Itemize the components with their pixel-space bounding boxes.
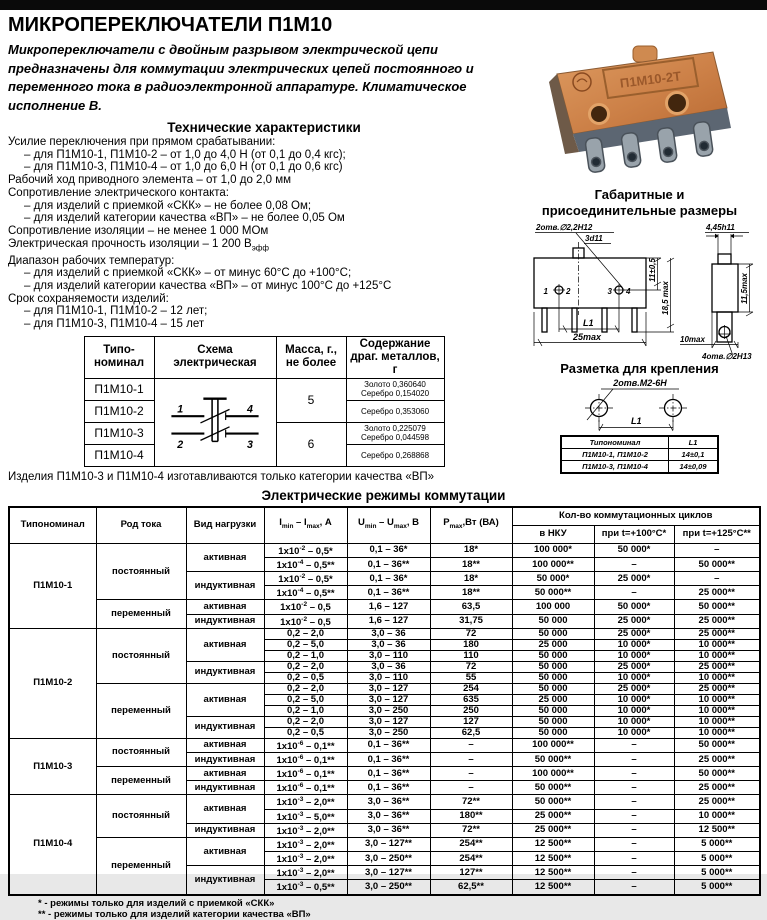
modes-cell: 25 000 <box>512 694 594 705</box>
modes-cell: 18* <box>430 543 512 557</box>
modes-cell: 25 000** <box>674 614 760 628</box>
modes-cell: 50 000** <box>512 586 594 600</box>
modes-cell: 25 000** <box>674 628 760 639</box>
modes-cell: 100 000* <box>512 543 594 557</box>
modes-cell: – <box>594 852 674 866</box>
modes-cell: переменный <box>96 683 186 738</box>
modes-cell: – <box>594 880 674 895</box>
modes-cell: 10 000* <box>594 727 674 738</box>
modes-cell: 25 000* <box>594 683 674 694</box>
modes-cell: $1х10^{-3} - 2,0**$ <box>264 852 347 866</box>
modes-header-row-1 <box>9 507 760 526</box>
modes-cell: 50 000* <box>594 600 674 614</box>
photo-marking: П1М10-2Т <box>618 68 682 91</box>
modes-cell: – <box>594 558 674 572</box>
modes-cell: $1х10^{-2} - 0,5*$ <box>264 572 347 586</box>
modes-cell: $1х10^{-2} - 0,5$ <box>264 600 347 614</box>
modes-cell: активная <box>186 837 264 865</box>
modes-cell: 3,0 – 127 <box>347 694 430 705</box>
modes-cell: 10 000* <box>594 705 674 716</box>
modes-cell: 50 000** <box>674 738 760 752</box>
dim-185max-label: 18,5 max <box>661 281 670 315</box>
modes-cell: 100 000** <box>512 558 594 572</box>
modes-cell: 25 000** <box>674 752 760 766</box>
modes-row <box>9 628 760 639</box>
dimensions-drawing <box>516 220 763 360</box>
l1-value-cell: 14±0,1 <box>669 449 719 461</box>
modes-cell: 50 000* <box>594 543 674 557</box>
modes-cell: 25 000** <box>674 795 760 809</box>
modes-cell: П1М10-3 <box>9 738 96 795</box>
modes-cell: 25 000** <box>674 683 760 694</box>
modes-cell: 3,0 – 110 <box>347 650 430 661</box>
tech-line: – для изделий с приемкой «СКК» – от минус 60°С до +100°С; <box>24 267 352 280</box>
modes-cell: 50 000 <box>512 650 594 661</box>
page-content <box>0 10 767 920</box>
modes-cell: 180 <box>430 639 512 650</box>
top-black-bar <box>0 0 767 10</box>
pin-4-label: 4 <box>626 287 631 296</box>
tech-line: – для П1М10-3, П1М10-4 – 15 лет <box>24 318 205 331</box>
header-tiponominal: Типономинал <box>9 507 96 544</box>
tech-line: – для изделий категории качества «ВП» – от минус 100°С до +125°С <box>24 280 392 293</box>
modes-cell: 3,0 – 250** <box>347 880 430 895</box>
footnotes <box>38 898 759 920</box>
modes-cell: 10 000** <box>674 694 760 705</box>
modes-cell: 10 000** <box>674 809 760 823</box>
modes-cell: 5 000** <box>674 852 760 866</box>
modes-cell: 0,1 – 36** <box>347 781 430 795</box>
modes-cell: 25 000** <box>674 586 760 600</box>
modes-cell: 3,0 – 127 <box>347 683 430 694</box>
modes-cell: 50 000* <box>512 572 594 586</box>
l1-row <box>561 461 718 474</box>
modes-row <box>9 738 760 752</box>
schema-pin-1: 1 <box>177 403 184 416</box>
tech-line: Срок сохраняемости изделий: <box>8 292 169 305</box>
modes-cell: 72 <box>430 661 512 672</box>
modes-cell: 50 000** <box>674 558 760 572</box>
modes-cell: 3,0 – 250** <box>347 852 430 866</box>
right-column <box>520 12 759 483</box>
modes-cell: 10 000* <box>594 650 674 661</box>
header-t100: при t=+100°С* <box>594 525 674 543</box>
l1-table <box>560 435 719 474</box>
modes-cell: активная <box>186 628 264 661</box>
modes-cell: индуктивная <box>186 752 264 766</box>
modes-cell: 63,5 <box>430 600 512 614</box>
modes-cell: 10 000** <box>674 716 760 727</box>
tech-line: Сопротивление электрического контакта: <box>8 186 229 199</box>
modes-cell: 12 500** <box>512 852 594 866</box>
modes-cell: 3,0 – 250 <box>347 705 430 716</box>
dim-holes4-label: 4отв.∅2H13 <box>702 352 752 361</box>
modes-cell: 254** <box>430 852 512 866</box>
modes-cell: 3,0 – 36 <box>347 628 430 639</box>
modes-cell: 0,1 – 36** <box>347 558 430 572</box>
modes-cell: 25 000** <box>512 809 594 823</box>
left-column <box>8 12 520 483</box>
modes-cell: $1х10^{-6} - 0,1**$ <box>264 767 347 781</box>
modes-cell: 10 000* <box>594 639 674 650</box>
header-current-range: $I_{min} - I_{max}$, А <box>264 507 347 544</box>
spec-row <box>84 378 444 400</box>
modes-cell: $1х10^{-3} - 2,0**$ <box>264 795 347 809</box>
modes-cell: – <box>594 767 674 781</box>
schema-pin-2: 2 <box>177 438 184 451</box>
modes-cell: – <box>594 866 674 880</box>
modes-cell: 62,5** <box>430 880 512 895</box>
modes-cell: 72** <box>430 795 512 809</box>
modes-cell: 12 500** <box>674 823 760 837</box>
dim-10max-label: 10max <box>680 335 705 344</box>
modes-cell: 50 000** <box>512 752 594 766</box>
modes-cell: переменный <box>96 837 186 894</box>
schema-pin-3: 3 <box>246 438 253 451</box>
tech-line: – для изделий с приемкой «СКК» – не более 0,08 Ом; <box>24 199 312 212</box>
modes-cell: – <box>594 738 674 752</box>
modes-cell: активная <box>186 738 264 752</box>
modes-cell: 127 <box>430 716 512 727</box>
spec-header-row <box>84 336 444 378</box>
spec-mass-cell: 6 <box>276 422 346 466</box>
modes-cell: – <box>674 572 760 586</box>
modes-cell: $1х10^{-6} - 0,1**$ <box>264 781 347 795</box>
modes-cell: 50 000 <box>512 705 594 716</box>
modes-cell: активная <box>186 767 264 781</box>
modes-cell: индуктивная <box>186 716 264 738</box>
dim-25max-label: 25max <box>573 332 602 342</box>
modes-cell: постоянный <box>96 543 186 600</box>
modes-cell: 25 000* <box>594 628 674 639</box>
l1-value-cell: 14±0,09 <box>669 461 719 474</box>
spec-type-cell: П1М10-2 <box>84 400 154 422</box>
modes-cell: – <box>594 837 674 851</box>
modes-cell: 0,1 – 36** <box>347 738 430 752</box>
modes-cell: 0,1 – 36** <box>347 586 430 600</box>
modes-cell: – <box>594 809 674 823</box>
modes-cell: – <box>594 781 674 795</box>
dim-l1-label: L1 <box>583 318 594 328</box>
footnote-line: * - режимы только для изделий с приемкой «СКК» <box>38 897 275 909</box>
mount-holes-label: 2отв.М2-6Н <box>612 378 667 388</box>
modes-cell: П1М10-1 <box>9 543 96 628</box>
header-cycles: Кол-во коммутационных циклов <box>512 507 760 526</box>
modes-cell: 3,0 – 127 <box>347 716 430 727</box>
metal-line: Серебро 0,154020 <box>360 389 430 399</box>
schematic-cell <box>154 378 276 466</box>
modes-row <box>9 543 760 557</box>
modes-cell: 18** <box>430 586 512 600</box>
modes-cell: 72** <box>430 823 512 837</box>
product-description: Микропереключатели с двойным разрывом электрической цепи предназначены для коммутации электрических цепей постоянного и переменного тока в радиоэлектронной аппаратуре. Климатическое исполнение В. <box>8 42 474 113</box>
modes-cell: 3,0 – 36 <box>347 661 430 672</box>
modes-row <box>9 600 760 614</box>
tech-heading: Технические характеристики <box>167 120 361 135</box>
modes-cell: 0,2 – 5,0 <box>264 639 347 650</box>
tech-line: Электрическая прочность изоляции – 1 200 $В_{эфф}$ <box>8 237 269 252</box>
modes-cell: активная <box>186 795 264 823</box>
spec-type-cell: П1М10-4 <box>84 444 154 466</box>
header-nku: в НКУ <box>512 525 594 543</box>
modes-cell: 3,0 – 127** <box>347 866 430 880</box>
modes-cell: 10 000* <box>594 694 674 705</box>
modes-cell: – <box>594 752 674 766</box>
dim-holes2-label: 2отв.∅2,2H12 <box>536 223 593 232</box>
modes-cell: 635 <box>430 694 512 705</box>
modes-cell: 10 000** <box>674 705 760 716</box>
modes-cell: 0,2 – 0,5 <box>264 727 347 738</box>
pin-1-label: 1 <box>543 287 548 296</box>
modes-cell: 110 <box>430 650 512 661</box>
mount-l1-label: L1 <box>630 416 642 426</box>
modes-cell: 72 <box>430 628 512 639</box>
modes-cell: 10 000* <box>594 716 674 727</box>
modes-cell: 50 000** <box>512 781 594 795</box>
modes-cell: $1х10^{-3} - 0,5**$ <box>264 880 347 895</box>
modes-cell: – <box>430 767 512 781</box>
modes-cell: 0,2 – 1,0 <box>264 650 347 661</box>
modes-cell: 3,0 – 127** <box>347 837 430 851</box>
modes-cell: 25 000** <box>674 661 760 672</box>
tech-line: – для П1М10-3, П1М10-4 – от 1,0 до 6,0 Н (от 0,1 до 0,6 кгс) <box>24 161 343 174</box>
modes-cell: 10 000** <box>674 672 760 683</box>
modes-cell: активная <box>186 683 264 716</box>
modes-cell: $1х10^{-4} - 0,5**$ <box>264 558 347 572</box>
page-title: МИКРОПЕРЕКЛЮЧАТЕЛИ П1М10 <box>8 14 333 36</box>
tech-line: – для П1М10-1, П1М10-2 – 12 лет; <box>24 305 208 318</box>
spec-header-metals: Содержание драг. металлов, г <box>346 336 444 378</box>
modes-cell: – <box>594 586 674 600</box>
modes-cell: 10 000* <box>594 672 674 683</box>
vp-note: Изделия П1М10-3 и П1М10-4 изготавливаются только категории качества «ВП» <box>8 470 435 483</box>
modes-cell: 1,6 – 127 <box>347 600 430 614</box>
l1-header-type: Типономинал <box>561 436 669 449</box>
spec-header-mass: Масса, г., не более <box>276 336 346 378</box>
modes-table <box>8 506 761 896</box>
modes-cell: 0,2 – 2,0 <box>264 683 347 694</box>
modes-cell: 0,2 – 2,0 <box>264 628 347 639</box>
modes-cell: индуктивная <box>186 572 264 600</box>
l1-header-l1: L1 <box>669 436 719 449</box>
modes-cell: $1х10^{-3} - 5,0**$ <box>264 809 347 823</box>
modes-cell: индуктивная <box>186 866 264 895</box>
modes-cell: 50 000** <box>674 767 760 781</box>
header-rod-toka: Род тока <box>96 507 186 544</box>
modes-cell: 127** <box>430 866 512 880</box>
modes-cell: 100 000** <box>512 767 594 781</box>
dim-445-label: 4,45h11 <box>706 223 735 232</box>
modes-cell: $1х10^{-3} - 2,0**$ <box>264 823 347 837</box>
spec-table <box>84 336 445 467</box>
modes-cell: 0,2 – 2,0 <box>264 716 347 727</box>
modes-cell: индуктивная <box>186 614 264 628</box>
modes-row <box>9 767 760 781</box>
modes-cell: 0,2 – 5,0 <box>264 694 347 705</box>
modes-cell: постоянный <box>96 795 186 837</box>
tech-line: – для изделий категории качества «ВП» – не более 0,05 Ом <box>24 212 345 225</box>
spec-metals-cell <box>346 378 444 400</box>
modes-cell: 0,2 – 0,5 <box>264 672 347 683</box>
modes-cell: 0,1 – 36** <box>347 752 430 766</box>
tech-lines <box>8 136 520 331</box>
modes-cell: 0,2 – 2,0 <box>264 661 347 672</box>
modes-cell: 12 500** <box>512 866 594 880</box>
modes-cell: 0,1 – 36* <box>347 543 430 557</box>
dim-3d11-label: 3d11 <box>585 234 603 243</box>
modes-cell: 5 000** <box>674 880 760 895</box>
modes-cell: П1М10-2 <box>9 628 96 738</box>
modes-cell: 10 000** <box>674 650 760 661</box>
modes-cell: 25 000* <box>594 661 674 672</box>
modes-cell: – <box>430 781 512 795</box>
l1-header-row <box>561 436 718 449</box>
l1-type-cell: П1М10-1, П1М10-2 <box>561 449 669 461</box>
modes-cell: 5 000** <box>674 837 760 851</box>
mounting-drawing <box>525 376 755 434</box>
modes-cell: 3,0 – 36** <box>347 823 430 837</box>
modes-cell: 50 000** <box>512 795 594 809</box>
modes-cell: 0,2 – 1,0 <box>264 705 347 716</box>
dim-115max-label: 11,5max <box>740 273 749 304</box>
modes-cell: – <box>594 823 674 837</box>
header-power: $P_{max},Вт$ (ВА) <box>430 507 512 544</box>
modes-cell: 3,0 – 110 <box>347 672 430 683</box>
modes-cell: 100 000** <box>512 738 594 752</box>
modes-cell: 3,0 – 36** <box>347 795 430 809</box>
modes-cell: 50 000** <box>674 600 760 614</box>
modes-cell: постоянный <box>96 738 186 766</box>
modes-cell: 55 <box>430 672 512 683</box>
modes-cell: 50 000 <box>512 672 594 683</box>
modes-cell: 50 000 <box>512 614 594 628</box>
modes-cell: П1М10-4 <box>9 795 96 895</box>
modes-cell: 180** <box>430 809 512 823</box>
modes-cell: 50 000 <box>512 716 594 727</box>
modes-cell: переменный <box>96 767 186 795</box>
modes-cell: 1,6 – 127 <box>347 614 430 628</box>
modes-cell: индуктивная <box>186 823 264 837</box>
modes-cell: активная <box>186 600 264 614</box>
schema-pin-4: 4 <box>246 403 253 416</box>
modes-cell: – <box>594 795 674 809</box>
pin-3-label: 3 <box>607 287 612 296</box>
modes-cell: 25 000 <box>512 639 594 650</box>
modes-cell: 254 <box>430 683 512 694</box>
modes-cell: индуктивная <box>186 661 264 683</box>
modes-cell: 12 500** <box>512 880 594 895</box>
modes-cell: 25 000** <box>512 823 594 837</box>
modes-cell: – <box>674 543 760 557</box>
modes-cell: 62,5 <box>430 727 512 738</box>
header-t125: при t=+125°С** <box>674 525 760 543</box>
modes-cell: 50 000 <box>512 628 594 639</box>
tech-line: Диапазон рабочих температур: <box>8 254 175 267</box>
modes-cell: $1х10^{-6} - 0,1**$ <box>264 738 347 752</box>
footnote-line: ** - режимы только для изделий категории качества «ВП» <box>38 908 311 920</box>
modes-cell: 25 000* <box>594 572 674 586</box>
modes-cell: 100 000 <box>512 600 594 614</box>
modes-cell: 31,75 <box>430 614 512 628</box>
modes-cell: 50 000 <box>512 727 594 738</box>
mount-caption: Разметка для крепления <box>560 361 719 376</box>
modes-cell: 25 000** <box>674 781 760 795</box>
modes-table-title: Электрические режимы коммутации <box>261 487 506 503</box>
spec-type-cell: П1М10-1 <box>84 378 154 400</box>
dimensions-caption: Габаритные и присоединительные размеры <box>541 187 738 218</box>
spec-metals-cell: Серебро 0,268868 <box>346 444 444 466</box>
modes-cell: $1х10^{-2} - 0,5$ <box>264 614 347 628</box>
modes-table-body <box>9 543 760 894</box>
l1-type-cell: П1М10-3, П1М10-4 <box>561 461 669 474</box>
tech-line: Усилие переключения при прямом срабатывании: <box>8 136 276 148</box>
spec-header-schema: Схема электрическая <box>154 336 276 378</box>
product-photo <box>535 36 745 186</box>
dim-11-label: 11±0,5 <box>648 258 657 282</box>
header-vid-nagruzki: Вид нагрузки <box>186 507 264 544</box>
modes-cell: $1х10^{-2} - 0,5*$ <box>264 543 347 557</box>
modes-cell: – <box>430 738 512 752</box>
header-voltage-range: $U_{min} - U_{max}$, В <box>347 507 430 544</box>
modes-cell: 3,0 – 36** <box>347 809 430 823</box>
modes-row <box>9 683 760 694</box>
modes-cell: переменный <box>96 600 186 628</box>
spec-header-type: Типо-номинал <box>84 336 154 378</box>
modes-cell: 0,1 – 36* <box>347 572 430 586</box>
modes-cell: 18** <box>430 558 512 572</box>
modes-cell: $1х10^{-3} - 2,0**$ <box>264 837 347 851</box>
modes-cell: 18* <box>430 572 512 586</box>
pin-2-label: 2 <box>566 287 571 296</box>
l1-row <box>561 449 718 461</box>
tech-line: Сопротивление изоляции – не менее 1 000 МОм <box>8 224 269 237</box>
modes-row <box>9 795 760 809</box>
modes-cell: индуктивная <box>186 781 264 795</box>
modes-cell: 12 500** <box>512 837 594 851</box>
modes-cell: 3,0 – 250 <box>347 727 430 738</box>
metal-line: Серебро 0,044598 <box>360 433 430 443</box>
tech-line: Рабочий ход приводного элемента – от 1,0 до 2,0 мм <box>8 174 292 187</box>
modes-cell: 50 000 <box>512 683 594 694</box>
metal-line: Золото 0,360640 <box>364 380 426 390</box>
modes-cell: 0,1 – 36** <box>347 767 430 781</box>
modes-row <box>9 837 760 851</box>
modes-cell: 10 000** <box>674 639 760 650</box>
modes-cell: постоянный <box>96 628 186 683</box>
modes-cell: 25 000* <box>594 614 674 628</box>
schematic-diagram <box>161 390 269 452</box>
metal-line: Золото 0,225079 <box>364 424 426 434</box>
modes-cell: 3,0 – 36 <box>347 639 430 650</box>
spec-metals-cell: Серебро 0,353060 <box>346 400 444 422</box>
modes-cell: $1х10^{-4} - 0,5**$ <box>264 586 347 600</box>
modes-cell: – <box>430 752 512 766</box>
spec-metals-cell <box>346 422 444 444</box>
modes-cell: 5 000** <box>674 866 760 880</box>
spec-mass-cell: 5 <box>276 378 346 422</box>
modes-cell: 50 000 <box>512 661 594 672</box>
modes-cell: 254** <box>430 837 512 851</box>
modes-cell: активная <box>186 543 264 571</box>
modes-cell: 10 000** <box>674 727 760 738</box>
tech-line: – для П1М10-1, П1М10-2 – от 1,0 до 4,0 Н (от 0,1 до 0,4 кгс); <box>24 148 346 161</box>
spec-type-cell: П1М10-3 <box>84 422 154 444</box>
modes-cell: $1х10^{-6} - 0,1**$ <box>264 752 347 766</box>
modes-cell: 250 <box>430 705 512 716</box>
modes-cell: $1х10^{-3} - 2,0**$ <box>264 866 347 880</box>
